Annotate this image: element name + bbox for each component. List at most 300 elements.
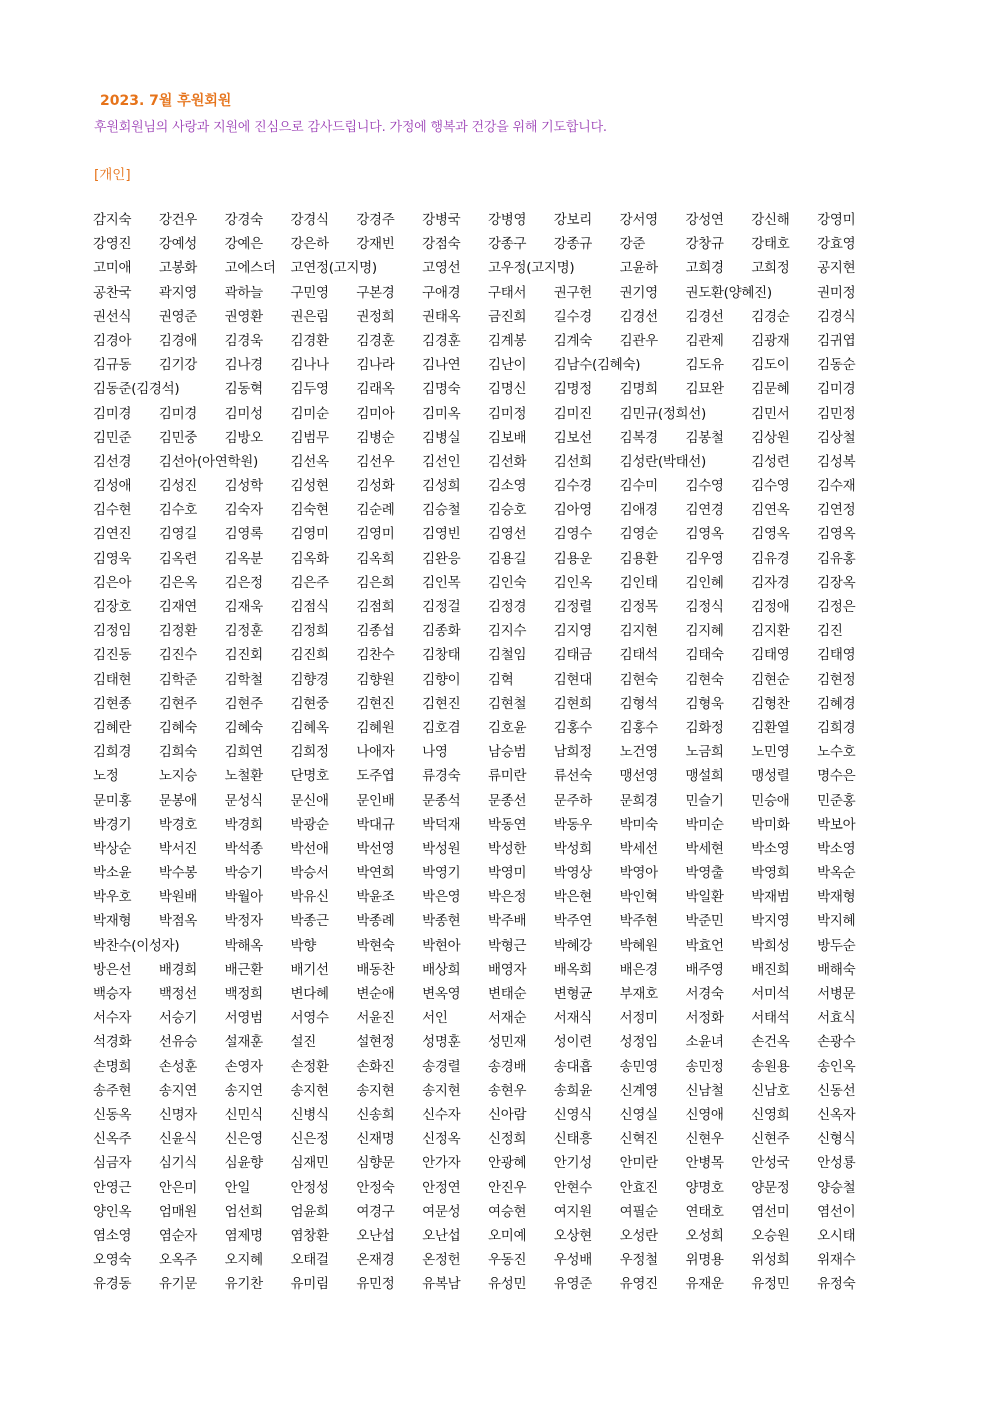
member-name: 권영준 [158, 308, 198, 325]
member-name: 김연정 [817, 502, 856, 519]
name-row [93, 1201, 883, 1225]
member-name: 김성현 [290, 478, 329, 495]
member-name: 김선아(아연학원) [158, 453, 258, 470]
member-name: 강서영 [619, 212, 658, 228]
member-name: 양승철 [817, 1179, 856, 1196]
member-name: 신옥주 [93, 1131, 132, 1148]
name-row [93, 378, 883, 402]
member-name: 엄선희 [224, 1203, 263, 1220]
member-name: 박미화 [751, 816, 790, 833]
member-name: 강효영 [817, 236, 856, 253]
member-name: 김수영 [685, 478, 724, 495]
member-name: 김미경 [93, 405, 132, 422]
member-name: 소윤녀 [685, 1034, 724, 1051]
member-name: 신영희 [751, 1106, 790, 1123]
member-name: 방두순 [817, 937, 856, 954]
member-name: 김영길 [158, 526, 198, 543]
member-name: 김영옥 [817, 526, 856, 543]
name-row [93, 1152, 883, 1176]
member-name: 구애경 [422, 284, 461, 301]
name-row [93, 1104, 883, 1128]
member-name: 김홍수 [553, 719, 593, 736]
member-name: 박은정 [487, 889, 527, 906]
member-name: 유재운 [685, 1276, 724, 1293]
member-name: 김영록 [224, 526, 263, 543]
member-name: 설재훈 [224, 1034, 263, 1051]
member-name: 박영희 [751, 865, 790, 882]
name-row [93, 403, 883, 427]
member-name: 김봉철 [685, 429, 724, 446]
name-row [93, 548, 883, 572]
member-name: 김미순 [290, 405, 329, 422]
member-name: 김태현 [93, 671, 132, 688]
member-name: 노금희 [685, 744, 724, 761]
name-row [93, 1225, 883, 1249]
member-name: 유영진 [619, 1276, 658, 1293]
member-name: 선유승 [158, 1034, 198, 1051]
member-name: 강창규 [685, 236, 724, 253]
member-name: 박소영 [817, 840, 856, 857]
member-name: 박세현 [685, 840, 724, 857]
member-name: 박덕재 [422, 816, 461, 833]
member-name: 서정미 [619, 1010, 658, 1027]
member-name: 박동우 [553, 816, 593, 833]
member-name: 김현숙 [685, 671, 724, 688]
member-name: 강종규 [553, 236, 593, 253]
member-name: 류경숙 [422, 768, 461, 785]
member-name: 김정걸 [422, 599, 461, 615]
member-name: 성정임 [619, 1034, 658, 1051]
member-name: 김귀엽 [817, 332, 856, 349]
member-name: 맹설희 [685, 768, 724, 785]
member-name: 엄매원 [158, 1203, 198, 1220]
member-name: 김향경 [290, 671, 329, 688]
member-name: 부재호 [619, 986, 658, 1002]
member-name: 변다혜 [290, 986, 329, 1002]
member-name: 김화정 [685, 719, 724, 736]
member-name: 설현정 [356, 1034, 395, 1051]
member-name: 명수은 [817, 768, 856, 785]
member-name: 김경선 [619, 308, 658, 325]
member-name: 김찬수 [356, 647, 395, 664]
member-name: 김나연 [422, 357, 461, 374]
member-name: 김동혁 [224, 381, 263, 398]
member-name: 김수미 [619, 478, 658, 495]
member-name: 신정희 [487, 1131, 527, 1148]
member-name: 김경순 [751, 308, 790, 325]
member-name: 우정철 [619, 1252, 658, 1269]
member-name: 김규동 [93, 357, 132, 374]
member-name: 김선우 [356, 453, 395, 470]
member-name: 염제명 [224, 1227, 263, 1244]
member-name: 김태영 [751, 647, 790, 664]
member-name: 박월아 [224, 889, 263, 906]
member-name: 김현주 [224, 695, 263, 712]
member-name: 오난섭 [356, 1227, 395, 1244]
member-name: 서재식 [553, 1010, 593, 1027]
member-name: 송지연 [158, 1082, 198, 1099]
member-name: 김정임 [93, 623, 132, 640]
name-row [93, 523, 883, 547]
member-name: 김순례 [356, 502, 395, 519]
member-name: 공찬국 [93, 284, 132, 301]
member-name: 유영준 [553, 1276, 593, 1293]
name-row [93, 741, 883, 765]
member-name: 김현철 [487, 695, 527, 712]
member-name: 금진희 [487, 308, 527, 325]
member-name: 신남호 [751, 1082, 790, 1099]
member-name: 강종구 [487, 236, 527, 253]
name-row [93, 790, 883, 814]
member-name: 김영빈 [422, 526, 461, 543]
member-name: 안기성 [553, 1155, 593, 1172]
member-name: 여문성 [422, 1203, 461, 1220]
member-name: 김점식 [290, 599, 329, 615]
member-name: 신은영 [224, 1131, 263, 1148]
member-name: 안효진 [619, 1179, 658, 1196]
member-name: 김진수 [158, 647, 198, 664]
member-name: 신동옥 [93, 1106, 132, 1123]
member-name: 박대규 [356, 816, 395, 833]
member-name: 고윤하 [619, 260, 658, 277]
member-name: 손광수 [817, 1034, 856, 1051]
member-name: 신수자 [422, 1106, 461, 1123]
member-name: 김관우 [619, 332, 658, 349]
member-name: 김철임 [487, 647, 527, 664]
member-name: 서영범 [224, 1010, 263, 1027]
member-name: 김민준 [93, 429, 132, 446]
member-name: 김희연 [224, 744, 263, 761]
member-name: 오난섭 [422, 1227, 461, 1244]
member-name: 오시태 [817, 1227, 856, 1244]
member-name: 김상원 [751, 429, 790, 446]
member-name: 신명자 [158, 1106, 198, 1123]
member-name: 김정은 [817, 599, 856, 615]
member-name: 고희경 [685, 260, 724, 277]
member-name: 김창태 [422, 647, 461, 664]
member-name: 백승자 [93, 986, 132, 1002]
member-name: 박원배 [158, 889, 198, 906]
member-name: 김영순 [619, 526, 658, 543]
name-row [93, 306, 883, 330]
member-name: 박재범 [751, 889, 790, 906]
member-name: 김장호 [93, 599, 132, 615]
member-name: 김성란(박태선) [619, 453, 707, 470]
member-name: 안가자 [422, 1155, 461, 1172]
member-name: 김선옥 [290, 453, 329, 470]
member-name: 박인혁 [619, 889, 658, 906]
member-name: 류선숙 [553, 768, 593, 785]
member-name: 강경식 [290, 212, 329, 228]
member-name: 김숙자 [224, 502, 263, 519]
member-name: 배영자 [487, 961, 527, 978]
member-name: 김호윤 [487, 719, 527, 736]
member-name: 김영옥 [751, 526, 790, 543]
member-name: 유정숙 [817, 1276, 856, 1293]
member-name: 손성훈 [158, 1058, 198, 1075]
member-name: 김유경 [751, 550, 790, 567]
member-name: 염소영 [93, 1227, 132, 1244]
member-name: 김애경 [619, 502, 658, 519]
member-name: 서경숙 [685, 986, 724, 1002]
name-row [93, 572, 883, 596]
member-name: 김혜원 [356, 719, 395, 736]
member-name: 김성련 [751, 453, 790, 470]
member-name: 유미림 [290, 1276, 329, 1293]
member-name: 김보배 [487, 429, 527, 446]
member-name: 김현정 [817, 671, 856, 688]
member-name: 안은미 [158, 1179, 198, 1196]
member-name: 김성화 [356, 478, 395, 495]
member-name: 신송희 [356, 1106, 395, 1123]
member-name: 박현아 [422, 937, 461, 954]
member-name: 염선이 [817, 1203, 856, 1220]
member-name: 김승호 [487, 502, 527, 519]
member-name: 김재연 [158, 599, 198, 615]
member-name: 김태영 [817, 647, 856, 664]
name-row [93, 1177, 883, 1201]
member-name: 박윤조 [356, 889, 395, 906]
member-name: 강영진 [93, 236, 132, 253]
member-name: 서정화 [685, 1010, 724, 1027]
member-name: 유정민 [751, 1276, 790, 1293]
member-name: 권영환 [224, 308, 263, 325]
member-name: 염순자 [158, 1227, 198, 1244]
member-name: 여지원 [553, 1203, 593, 1220]
member-name: 김현순 [751, 671, 790, 688]
member-name: 김태금 [553, 647, 593, 664]
member-name: 김명정 [553, 381, 593, 398]
member-name: 김명신 [487, 381, 527, 398]
member-name: 심기식 [158, 1155, 198, 1172]
member-name: 박동연 [487, 816, 527, 833]
member-name: 김환열 [751, 719, 790, 736]
member-name: 신은정 [290, 1131, 329, 1148]
member-name: 백정희 [224, 986, 263, 1002]
member-name: 안병목 [685, 1155, 724, 1172]
member-name: 박세선 [619, 840, 658, 857]
member-name: 김남수(김혜숙) [553, 357, 641, 374]
member-name: 문신애 [290, 792, 329, 809]
member-name: 오승원 [751, 1227, 790, 1244]
member-name: 김정경 [487, 599, 527, 615]
member-name: 김정목 [619, 599, 658, 615]
member-name: 김명숙 [422, 381, 461, 398]
member-name: 오옥주 [158, 1252, 198, 1269]
member-name: 강태호 [751, 236, 790, 253]
page-subtitle: 후원회원님의 사랑과 지원에 진심으로 감사드립니다. 가정에 행복과 건강을 위해 기도합니다. [94, 120, 607, 135]
member-name: 신영실 [619, 1106, 658, 1123]
member-name: 박경희 [224, 816, 263, 833]
member-name: 강점숙 [422, 236, 461, 253]
member-name: 김형찬 [751, 695, 790, 712]
member-name: 김나라 [356, 357, 395, 374]
name-row [93, 427, 883, 451]
member-name: 여필순 [619, 1203, 658, 1220]
member-name: 박은현 [553, 889, 593, 906]
member-name: 노철환 [224, 768, 263, 785]
member-name: 성이련 [553, 1034, 593, 1051]
member-name: 강건우 [158, 212, 198, 228]
member-name: 안광혜 [487, 1155, 527, 1172]
member-name: 배옥희 [553, 961, 593, 978]
member-name: 문미홍 [93, 792, 132, 809]
member-name: 김형석 [619, 695, 658, 712]
member-name: 박미숙 [619, 816, 658, 833]
member-name: 문인배 [356, 792, 395, 809]
member-name: 고우정(고지명) [487, 260, 575, 277]
member-name: 김지혜 [685, 623, 724, 640]
member-name: 박성희 [553, 840, 593, 857]
member-name: 김선희 [553, 453, 593, 470]
member-name: 변순애 [356, 986, 395, 1002]
member-name: 박영아 [619, 865, 658, 882]
member-name: 안현수 [553, 1179, 593, 1196]
name-row [93, 814, 883, 838]
member-name: 배은경 [619, 961, 658, 978]
member-name: 박수봉 [158, 865, 198, 882]
member-name: 박은영 [422, 889, 461, 906]
member-name: 서인 [422, 1010, 448, 1027]
member-name: 신영식 [553, 1106, 593, 1123]
member-name: 온정헌 [422, 1252, 461, 1269]
member-name: 송대흡 [553, 1058, 593, 1075]
member-name: 김현숙 [619, 671, 658, 688]
member-name: 송경배 [487, 1058, 527, 1075]
member-name: 박우호 [93, 889, 132, 906]
member-name: 김미아 [356, 405, 395, 422]
member-name: 강병국 [422, 212, 461, 228]
member-name: 김나나 [290, 357, 329, 374]
member-name: 김혜경 [817, 695, 856, 712]
member-name: 권미정 [817, 284, 856, 301]
member-name: 김문혜 [751, 381, 790, 398]
member-name: 강경숙 [224, 212, 263, 228]
member-name: 김관제 [685, 332, 724, 349]
member-name: 민슬기 [685, 792, 724, 809]
member-name: 박영출 [685, 865, 724, 882]
member-name: 김우영 [685, 550, 724, 567]
member-name: 공지현 [817, 260, 856, 277]
member-name: 김경욱 [224, 332, 263, 349]
member-name: 김재욱 [224, 599, 263, 615]
member-name: 신민식 [224, 1106, 263, 1123]
member-name: 김성학 [224, 478, 263, 495]
name-row [93, 1007, 883, 1031]
member-name: 감지숙 [93, 212, 132, 228]
member-name: 우성배 [553, 1252, 593, 1269]
member-name: 김종화 [422, 623, 461, 640]
member-name: 권구헌 [553, 284, 593, 301]
member-name: 김경선 [685, 308, 724, 325]
member-name: 박효언 [685, 937, 724, 954]
member-name: 김현종 [93, 695, 132, 712]
member-name: 노수호 [817, 744, 856, 761]
name-row [93, 354, 883, 378]
member-name: 송원용 [751, 1058, 790, 1075]
member-name: 김나경 [224, 357, 263, 374]
name-row [93, 475, 883, 499]
member-name: 구본경 [356, 284, 395, 301]
member-name: 배해숙 [817, 961, 856, 978]
member-name: 김경애 [158, 332, 198, 349]
member-name: 김완응 [422, 550, 461, 567]
member-name: 김희경 [817, 719, 856, 736]
member-name: 김미경 [158, 405, 198, 422]
member-name: 김은정 [224, 574, 263, 591]
member-name: 김미성 [224, 405, 263, 422]
member-name: 박주연 [553, 913, 593, 930]
member-name: 박소영 [751, 840, 790, 857]
member-name: 김혁 [487, 671, 514, 688]
member-name: 김옥련 [158, 550, 198, 567]
member-name: 김성복 [817, 453, 856, 470]
member-name: 김영옥 [685, 526, 724, 543]
member-name: 서승기 [158, 1010, 198, 1027]
member-name: 김수재 [817, 478, 856, 495]
member-name: 권도환(양혜진) [685, 284, 772, 301]
member-name: 남희정 [553, 744, 593, 761]
member-name: 김범무 [290, 429, 329, 446]
name-row [93, 1273, 883, 1297]
member-name: 송지현 [356, 1082, 395, 1099]
member-name: 배상희 [422, 961, 461, 978]
member-name: 고봉화 [158, 260, 198, 277]
name-row [93, 935, 883, 959]
member-name: 김점희 [356, 599, 395, 615]
member-name: 송희윤 [553, 1082, 593, 1099]
member-name: 맹선영 [619, 768, 658, 785]
member-name: 김현진 [422, 695, 461, 712]
member-name: 김정환 [158, 623, 198, 640]
member-name: 박서진 [158, 840, 198, 857]
member-name: 김성진 [158, 478, 198, 495]
member-name: 권기영 [619, 284, 658, 301]
member-name: 김연경 [685, 502, 724, 519]
member-name: 김두영 [290, 381, 329, 398]
member-name: 박지혜 [817, 913, 856, 930]
member-name: 김혜란 [93, 719, 132, 736]
member-name: 김소영 [487, 478, 527, 495]
member-name: 백정선 [158, 986, 198, 1002]
member-name: 김선경 [93, 453, 132, 470]
member-name: 배진희 [751, 961, 790, 978]
name-row [93, 1056, 883, 1080]
member-name: 강은하 [290, 236, 329, 253]
member-name: 김선화 [487, 453, 527, 470]
member-name: 배주영 [685, 961, 724, 978]
member-name: 김태숙 [685, 647, 724, 664]
member-name: 김용환 [619, 550, 658, 567]
member-name: 김광재 [751, 332, 790, 349]
member-name: 유성민 [487, 1276, 527, 1293]
member-name: 김미정 [487, 405, 527, 422]
member-name: 손정환 [290, 1058, 329, 1075]
member-name: 김도유 [685, 357, 724, 374]
member-name: 심향문 [356, 1155, 395, 1172]
name-row [93, 282, 883, 306]
name-row [93, 886, 883, 910]
member-name: 노건영 [619, 744, 658, 761]
member-name: 김영미 [290, 526, 329, 543]
member-name: 김학철 [224, 671, 263, 688]
member-name: 신병식 [290, 1106, 329, 1123]
name-row [93, 620, 883, 644]
member-name: 유민정 [356, 1276, 395, 1293]
member-name: 박연희 [356, 865, 395, 882]
member-name: 오태걸 [290, 1252, 329, 1269]
member-name: 박승기 [224, 865, 263, 882]
